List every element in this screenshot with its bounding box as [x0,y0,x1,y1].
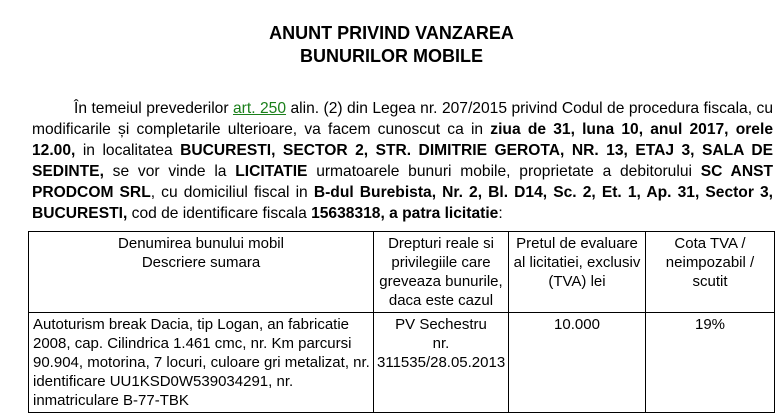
text-intro: În temeiul prevederilor [74,100,233,117]
header-price-text: Pretul de evaluare al licitatiei, exclusiv (TVA) lei [513,235,641,290]
text-law: alin. (2) din Legea nr. 207/2015 privind Codul de procedura fiscala, cu modificarile și completarile ulterioare, va facem cunoscut ca in [32,100,773,138]
text-debtor-prefix: urmatoarele bunuri mobile, proprietate a debitorului [307,163,701,180]
header-vat [646,232,775,313]
notice-title-line2: BUNURILOR MOBILE [300,46,483,66]
text-sale: se vor vinde la [103,163,236,180]
text-cif-prefix: cod de identificare fiscala [127,205,312,222]
auction-date: ziua de 31, luna 10, anul 2017, orele 12.00, [32,121,773,159]
notice-title-line1: ANUNT PRIVIND VANZAREA [269,23,514,43]
cell-vat [646,313,775,413]
debtor-name: SC ANST PRODCOM SRL [32,163,774,201]
cell-rights-text: PV Sechestru nr. 311535/28.05.2013 [377,316,506,371]
header-price [509,232,646,313]
fiscal-code: 15638318, a patra licitatie [311,205,499,222]
header-description [29,232,374,313]
table-header-row [29,232,775,313]
cell-description [29,313,374,413]
text-location-prefix: in localitatea [75,142,181,159]
header-rights [374,232,509,313]
article-250-link[interactable]: art. 250 [233,100,287,117]
goods-table [28,231,775,413]
cell-description-text: Autoturism break Dacia, tip Logan, an fabricatie 2008, cap. Cilindrica 1.461 cmc, nr. Km parcursi 90.904, motorina, 7 locuri, culoare gri metalizat, nr. identificare UU1KSD0W539034291, nr. inmatriculare B-77-TBK [33,316,370,409]
text-domicile-prefix: , cu domiciliul fiscal in [150,184,314,201]
header-rights-text: Drepturi reale si privilegiile care greveaza bunurile, daca este cazul [379,235,503,309]
cell-vat-text: 19% [694,316,726,333]
table-row [29,313,775,413]
cell-rights [374,313,509,413]
auction-type: LICITATIE [235,163,308,180]
text-colon: : [498,205,503,222]
cell-price [509,313,646,413]
debtor-address: B-dul Burebista, Nr. 2, Bl. D14, Sc. 2, Et. 1, Ap. 31, Sector 3, BUCURESTI, [32,184,774,222]
auction-location: BUCURESTI, SECTOR 2, STR. DIMITRIE GEROTA, NR. 13, ETAJ 3, SALA DE SEDINTE, [32,142,773,180]
cell-price-text: 10.000 [554,316,600,333]
notice-paragraph [32,98,773,224]
header-vat-text: Cota TVA / neimpozabil / scutit [665,235,755,290]
header-description-text: Denumirea bunului mobil Descriere sumara [118,235,284,271]
